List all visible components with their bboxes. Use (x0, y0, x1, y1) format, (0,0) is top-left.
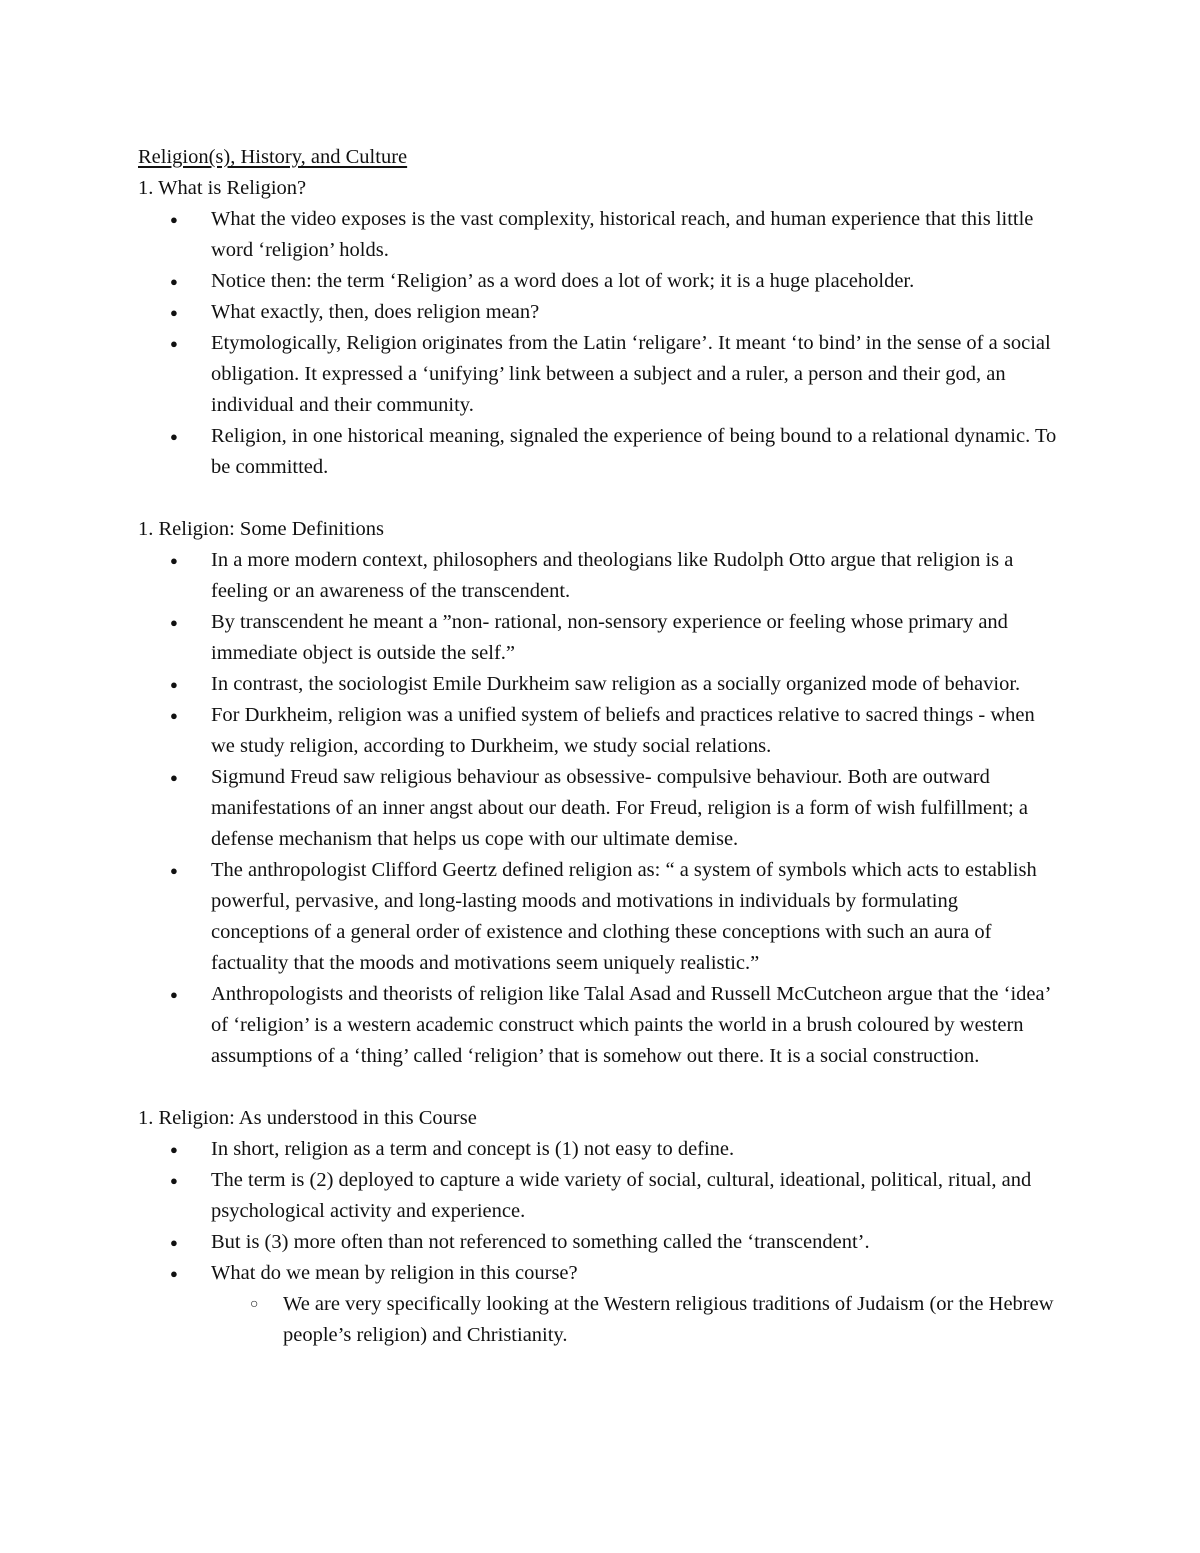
document-page (138, 142, 1068, 1351)
section-heading: 1. What is Religion? (138, 177, 307, 199)
list-item: ● What do we mean by religion in this course? (138, 1258, 1061, 1289)
list-item: ● What exactly, then, does religion mean? (138, 297, 1061, 328)
list-item: ● For Durkheim, religion was a unified system of beliefs and practices relative to sacred things - when we study religion, according to Durkheim, we study social relations. (138, 700, 1061, 762)
list-item: ● By transcendent he meant a ”non- rational, non-sensory experience or feeling whose primary and immediate object is outside the self.” (138, 607, 1061, 669)
bullet-list (138, 1134, 1068, 1351)
list-item: ● In a more modern context, philosophers and theologians like Rudolph Otto argue that religion is a feeling or an awareness of the transcendent. (138, 545, 1061, 607)
list-item: ● Notice then: the term ‘Religion’ as a word does a lot of work; it is a huge placeholder. (138, 266, 1061, 297)
list-item: ● In contrast, the sociologist Emile Durkheim saw religion as a socially organized mode of behavior. (138, 669, 1061, 700)
list-item: ● The anthropologist Clifford Geertz defined religion as: “ a system of symbols which acts to establish powerful, pervasive, and long-lasting moods and motivations in individuals by formulating conceptions of a general order of existence and clothing these conceptions with such an aura of factuality that the moods and motivations seem uniquely realistic.” (138, 855, 1061, 979)
document-title: Religion(s), History, and Culture (138, 146, 408, 168)
bullet-list (138, 545, 1068, 1072)
list-item: ● What the video exposes is the vast complexity, historical reach, and human experience that this little word ‘religion’ holds. (138, 204, 1061, 266)
list-item: ● Etymologically, Religion originates from the Latin ‘religare’. It meant ‘to bind’ in the sense of a social obligation. It expressed a ‘unifying’ link between a subject and a ruler, a person and their god, an individual and their community. (138, 328, 1061, 421)
list-item: ● But is (3) more often than not referenced to something called the ‘transcendent’. (138, 1227, 1061, 1258)
list-item: ● In short, religion as a term and concept is (1) not easy to define. (138, 1134, 1061, 1165)
sub-list-item: ○ We are very specifically looking at the Western religious traditions of Judaism (or the Hebrew people’s religion) and Christianity. (138, 1289, 1063, 1351)
section-heading: 1. Religion: Some Definitions (138, 518, 384, 540)
section-definitions (138, 514, 1068, 1072)
list-item: ● The term is (2) deployed to capture a wide variety of social, cultural, ideational, political, ritual, and psychological activity and experience. (138, 1165, 1061, 1227)
bullet-list (138, 204, 1068, 483)
section-course-understanding (138, 1103, 1068, 1351)
list-item: ● Sigmund Freud saw religious behaviour as obsessive- compulsive behaviour. Both are outward manifestations of an inner angst about our death. For Freud, religion is a form of wish fulfillment; a defense mechanism that helps us cope with our ultimate demise. (138, 762, 1061, 855)
list-item: ● Religion, in one historical meaning, signaled the experience of being bound to a relational dynamic. To be committed. (138, 421, 1061, 483)
section-heading: 1. Religion: As understood in this Course (138, 1107, 477, 1129)
list-item: ● Anthropologists and theorists of religion like Talal Asad and Russell McCutcheon argue that the ‘idea’ of ‘religion’ is a western academic construct which paints the world in a brush coloured by western assumptions of a ‘thing’ called ‘religion’ that is somehow out there. It is a social construction. (138, 979, 1061, 1072)
section-what-is-religion (138, 173, 1068, 483)
